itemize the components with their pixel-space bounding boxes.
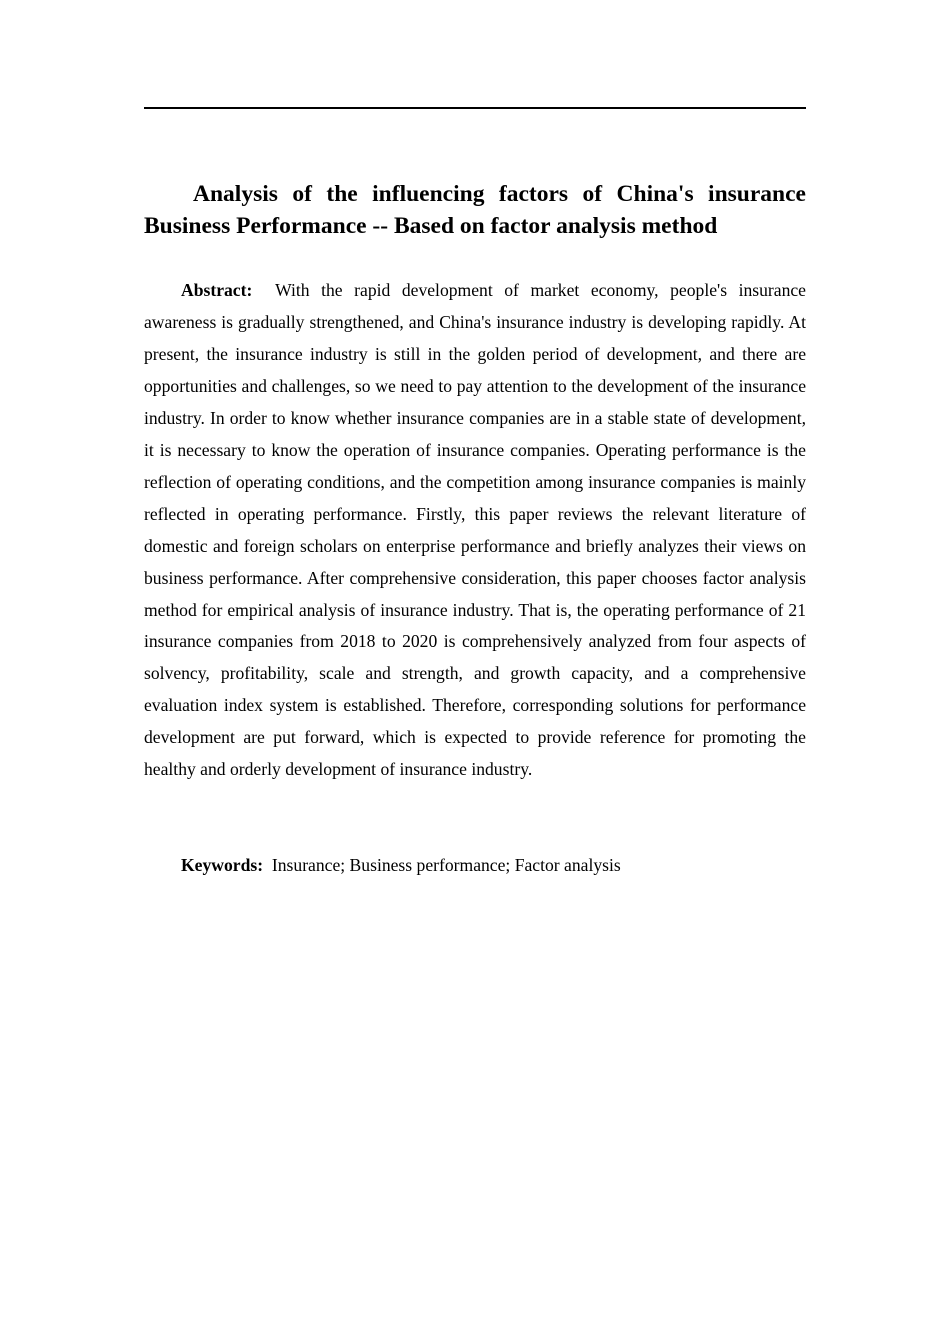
abstract-text: With the rapid development of market economy, people's insurance awareness is gradually strengthened, and China's insurance industry is developing rapidly. At present, the insurance industry is still in the golden period of development, and there are opportunities and challenges, so we need to pay attention to the development of the insurance industry. In order to know whether insurance companies are in a stable state of development, it is necessary to know the operation of insurance companies. Operating performance is the reflection of operating conditions, and the competition among insurance companies is mainly reflected in operating performance. Firstly, this paper reviews the relevant literature of domestic and foreign scholars on enterprise performance and briefly analyzes their views on business performance. After comprehensive consideration, this paper chooses factor analysis method for empirical analysis of insurance industry. That is, the operating performance of 21 insurance companies from 2018 to 2020 is comprehensively analyzed from four aspects of solvency, profitability, scale and strength, and growth capacity, and a comprehensive evaluation index system is established. Therefore, corresponding solutions for performance development are put forward, which is expected to provide reference for promoting the healthy and orderly development of insurance industry. [144, 280, 806, 780]
abstract-label: Abstract: [181, 280, 253, 300]
header-rule [144, 107, 806, 109]
abstract-paragraph [144, 275, 806, 786]
keywords-text: Insurance; Business performance; Factor analysis [271, 855, 621, 875]
keywords-label: Keywords: [181, 855, 264, 875]
paper-title: Analysis of the influencing factors of China's insurance Business Performance -- Based on factor analysis method [144, 181, 806, 239]
keywords-paragraph [144, 849, 806, 881]
